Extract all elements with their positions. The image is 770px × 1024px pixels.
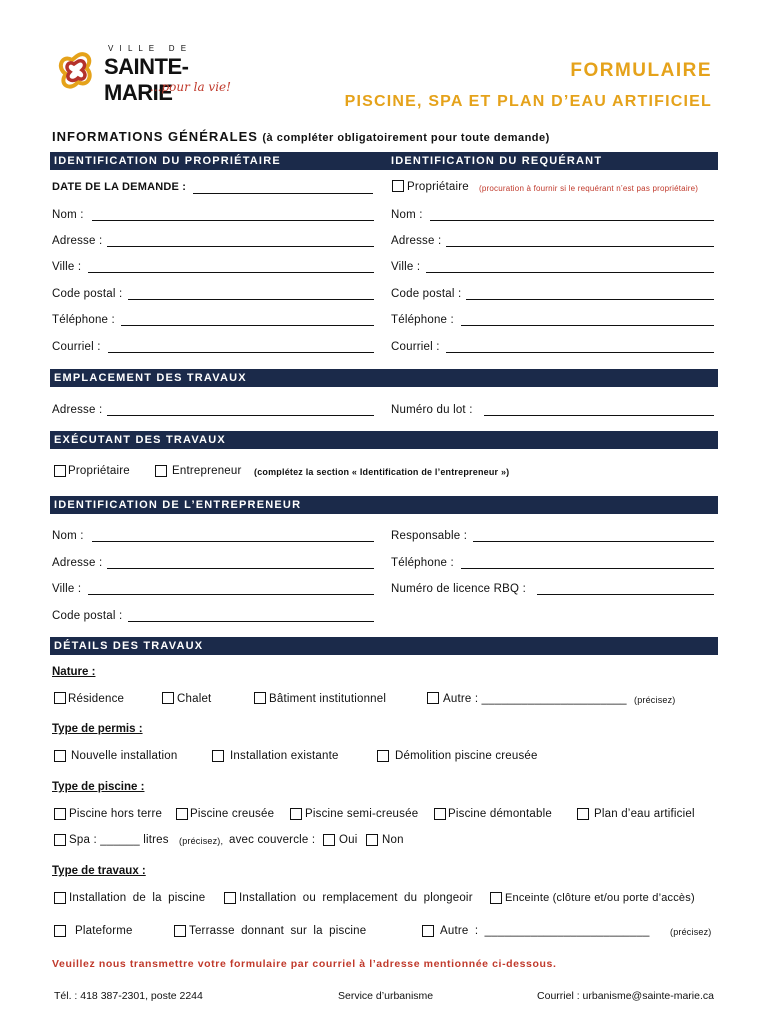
owner-adresse-field[interactable]: [107, 246, 374, 247]
piscine-semi-label: Piscine semi-creusée: [305, 808, 419, 820]
entr-telephone-label: Téléphone :: [391, 557, 454, 569]
couvercle-non-label: Non: [382, 834, 404, 846]
footer-email[interactable]: Courriel : urbanisme@sainte-marie.ca: [537, 990, 714, 1002]
owner-code-postal-field[interactable]: [128, 299, 374, 300]
owner-ville-field[interactable]: [88, 272, 374, 273]
entr-telephone-field[interactable]: [461, 568, 714, 569]
emplacement-adresse-label: Adresse :: [52, 404, 103, 416]
section-details-bar: [50, 637, 718, 655]
req-telephone-field[interactable]: [461, 325, 714, 326]
couvercle-oui-checkbox[interactable]: [323, 834, 335, 846]
piscine-creusee-label: Piscine creusée: [190, 808, 275, 820]
requerant-proprietaire-label: Propriétaire: [407, 181, 469, 193]
owner-courriel-field[interactable]: [108, 352, 374, 353]
nature-residence-label: Résidence: [68, 693, 125, 705]
executant-proprietaire-label: Propriétaire: [68, 465, 130, 477]
footer-phone: Tél. : 418 387-2301, poste 2244: [54, 990, 203, 1002]
logo-emblem-icon: [52, 48, 102, 98]
emplacement-adresse-field[interactable]: [107, 415, 374, 416]
owner-telephone-label: Téléphone :: [52, 314, 115, 326]
piscine-plan-eau-checkbox[interactable]: [577, 808, 589, 820]
travaux-terrasse-label: Terrasse donnant sur la piscine: [189, 925, 367, 937]
executant-entrepreneur-label: Entrepreneur: [172, 465, 242, 477]
nature-chalet-checkbox[interactable]: [162, 692, 174, 704]
nature-chalet-label: Chalet: [177, 693, 212, 705]
req-nom-label: Nom :: [391, 209, 423, 221]
travaux-enceinte-checkbox[interactable]: [490, 892, 502, 904]
nature-autre-checkbox[interactable]: [427, 692, 439, 704]
entr-ville-field[interactable]: [88, 594, 374, 595]
spa-checkbox[interactable]: [54, 834, 66, 846]
date-label: DATE DE LA DEMANDE :: [52, 181, 187, 193]
general-heading: INFORMATIONS GÉNÉRALES (à compléter obligatoirement pour toute demande): [52, 129, 550, 144]
owner-nom-label: Nom :: [52, 209, 84, 221]
entr-licence-field[interactable]: [537, 594, 714, 595]
owner-courriel-label: Courriel :: [52, 341, 101, 353]
req-adresse-label: Adresse :: [391, 235, 442, 247]
section-entrepreneur: IDENTIFICATION DE L’ENTREPRENEUR: [54, 499, 302, 511]
section-proprietaire: IDENTIFICATION DU PROPRIÉTAIRE: [54, 155, 281, 167]
permis-demolition-label: Démolition piscine creusée: [395, 750, 538, 762]
owner-telephone-field[interactable]: [121, 325, 374, 326]
couvercle-oui-label: Oui: [339, 834, 358, 846]
nature-residence-checkbox[interactable]: [54, 692, 66, 704]
travaux-terrasse-checkbox[interactable]: [174, 925, 186, 937]
travaux-autre-checkbox[interactable]: [422, 925, 434, 937]
req-adresse-field[interactable]: [446, 246, 714, 247]
executant-note: (complétez la section « Identification de l’entrepreneur »): [254, 467, 510, 477]
owner-nom-field[interactable]: [92, 220, 374, 221]
executant-entrepreneur-checkbox[interactable]: [155, 465, 167, 477]
entr-adresse-field[interactable]: [107, 568, 374, 569]
travaux-enceinte-label: Enceinte (clôture et/ou porte d’accès): [505, 892, 695, 904]
section-requerant: IDENTIFICATION DU REQUÉRANT: [391, 155, 603, 167]
permis-label: Type de permis :: [52, 723, 143, 735]
req-nom-field[interactable]: [430, 220, 714, 221]
section-details: DÉTAILS DES TRAVAUX: [54, 640, 204, 652]
entr-code-postal-field[interactable]: [128, 621, 374, 622]
form-title: FORMULAIRE: [570, 60, 712, 81]
travaux-installation-checkbox[interactable]: [54, 892, 66, 904]
permis-existante-label: Installation existante: [230, 750, 339, 762]
couvercle-non-checkbox[interactable]: [366, 834, 378, 846]
section-entrepreneur-bar: [50, 496, 718, 514]
req-telephone-label: Téléphone :: [391, 314, 454, 326]
section-executant-bar: [50, 431, 718, 449]
travaux-plateforme-label: Plateforme: [75, 925, 133, 937]
executant-proprietaire-checkbox[interactable]: [54, 465, 66, 477]
spa-label: Spa : ______ litres: [69, 834, 169, 846]
date-field[interactable]: [193, 193, 373, 194]
piscine-demontable-label: Piscine démontable: [448, 808, 552, 820]
entr-responsable-field[interactable]: [473, 541, 714, 542]
entr-licence-label: Numéro de licence RBQ :: [391, 583, 526, 595]
permis-existante-checkbox[interactable]: [212, 750, 224, 762]
req-courriel-field[interactable]: [446, 352, 714, 353]
owner-ville-label: Ville :: [52, 261, 82, 273]
piscine-semi-checkbox[interactable]: [290, 808, 302, 820]
nature-autre-label: Autre : ______________________: [443, 693, 627, 705]
piscine-label: Type de piscine :: [52, 781, 145, 793]
numero-lot-label: Numéro du lot :: [391, 404, 473, 416]
entr-code-postal-label: Code postal :: [52, 610, 123, 622]
entr-nom-field[interactable]: [92, 541, 374, 542]
piscine-hors-terre-label: Piscine hors terre: [69, 808, 163, 820]
section-emplacement-bar: [50, 369, 718, 387]
entr-adresse-label: Adresse :: [52, 557, 103, 569]
travaux-precisez: (précisez): [670, 927, 712, 937]
nature-label: Nature :: [52, 666, 96, 678]
travaux-plongeoir-label: Installation ou remplacement du plongeoir: [239, 892, 473, 904]
req-ville-field[interactable]: [426, 272, 714, 273]
logo-tagline: ...pour la vie!: [150, 80, 231, 94]
nature-batiment-label: Bâtiment institutionnel: [269, 693, 387, 705]
requerant-proprietaire-checkbox[interactable]: [392, 180, 404, 192]
submission-notice: Veuillez nous transmettre votre formulaire par courriel à l’adresse mentionnée ci-dessous.: [52, 958, 557, 970]
piscine-hors-terre-checkbox[interactable]: [54, 808, 66, 820]
logo-ville-de: V I L L E D E: [108, 44, 189, 53]
piscine-plan-eau-label: Plan d’eau artificiel: [594, 808, 695, 820]
travaux-plongeoir-checkbox[interactable]: [224, 892, 236, 904]
section-identification-bar: [50, 152, 718, 170]
travaux-autre-label: Autre : _________________________: [440, 925, 650, 937]
permis-nouvelle-label: Nouvelle installation: [71, 750, 178, 762]
owner-adresse-label: Adresse :: [52, 235, 103, 247]
piscine-creusee-checkbox[interactable]: [176, 808, 188, 820]
logo: [52, 44, 232, 104]
spa-precisez: (précisez),: [179, 836, 224, 846]
entr-responsable-label: Responsable :: [391, 530, 468, 542]
travaux-plateforme-checkbox[interactable]: [54, 925, 66, 937]
section-emplacement: EMPLACEMENT DES TRAVAUX: [54, 372, 247, 384]
section-executant: EXÉCUTANT DES TRAVAUX: [54, 434, 226, 446]
nature-precisez: (précisez): [634, 695, 676, 705]
travaux-installation-label: Installation de la piscine: [69, 892, 206, 904]
nature-batiment-checkbox[interactable]: [254, 692, 266, 704]
entr-nom-label: Nom :: [52, 530, 84, 542]
travaux-label: Type de travaux :: [52, 865, 146, 877]
req-ville-label: Ville :: [391, 261, 421, 273]
req-courriel-label: Courriel :: [391, 341, 440, 353]
footer-service: Service d’urbanisme: [338, 990, 434, 1002]
form-subtitle: PISCINE, SPA ET PLAN D’EAU ARTIFICIEL: [344, 93, 712, 110]
numero-lot-field[interactable]: [484, 415, 714, 416]
owner-code-postal-label: Code postal :: [52, 288, 123, 300]
entr-ville-label: Ville :: [52, 583, 82, 595]
logo-name: SAINTE-MARIE: [104, 54, 189, 105]
req-code-postal-label: Code postal :: [391, 288, 462, 300]
permis-nouvelle-checkbox[interactable]: [54, 750, 66, 762]
permis-demolition-checkbox[interactable]: [377, 750, 389, 762]
spa-couvercle-label: avec couvercle :: [229, 834, 316, 846]
piscine-demontable-checkbox[interactable]: [434, 808, 446, 820]
procuration-note: (procuration à fournir si le requérant n’est pas propriétaire): [479, 184, 699, 193]
req-code-postal-field[interactable]: [466, 299, 714, 300]
